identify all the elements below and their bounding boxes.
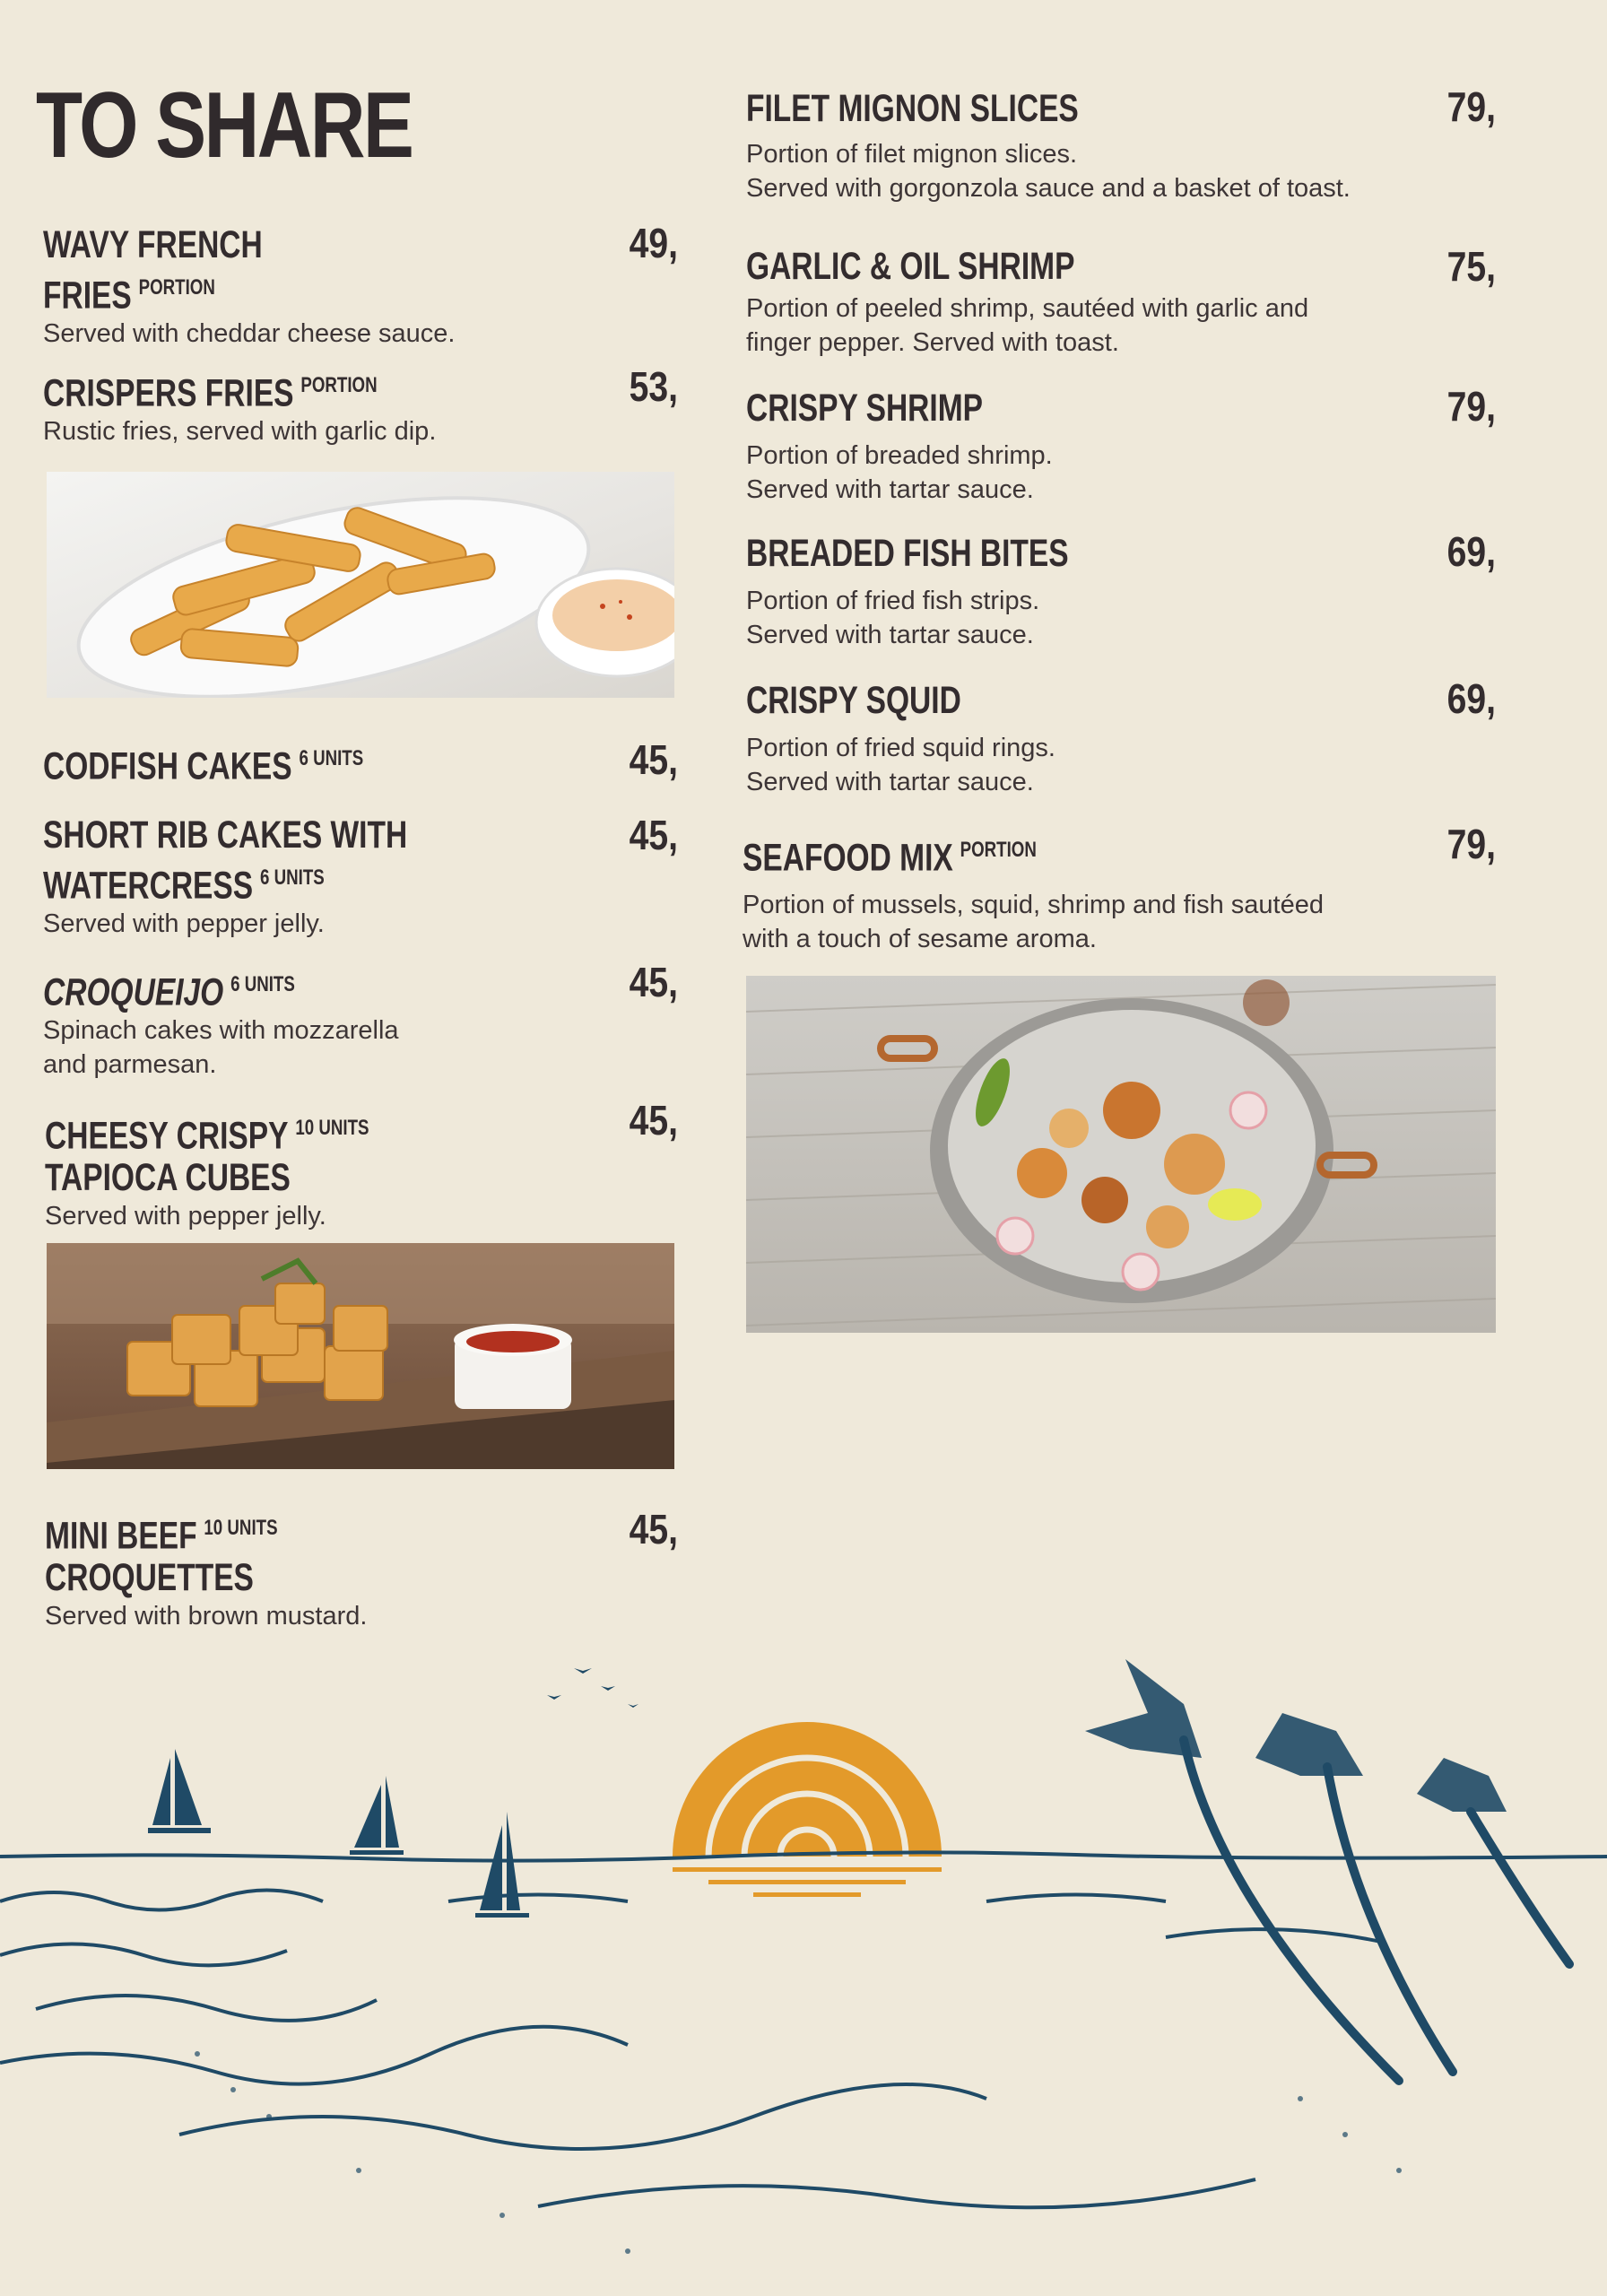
menu-item-croqueijo xyxy=(43,963,399,1082)
item-unit: 6 UNITS xyxy=(230,972,295,996)
sailboat-icon xyxy=(148,1749,529,1918)
item-description: Rustic fries, served with garlic dip. xyxy=(43,417,437,447)
menu-item-filet-mignon-slices xyxy=(746,88,1351,205)
item-name: CRISPERS FRIES $^{PORTION}$ xyxy=(43,371,378,415)
item-description: Portion of fried squid rings. Served with tartar sauce. xyxy=(746,734,1055,796)
item-name: CRISPY SQUID xyxy=(746,679,961,722)
item-price: 49, xyxy=(629,220,678,266)
seafood-mix-photo xyxy=(746,976,1496,1333)
item-unit: 6 UNITS xyxy=(259,865,325,890)
item-name: FILET MIGNON SLICES xyxy=(746,87,1079,130)
item-price: 79, xyxy=(1446,821,1496,867)
item-unit: 10 UNITS xyxy=(295,1116,369,1140)
item-description: Served with pepper jelly. xyxy=(43,909,325,939)
beach-illustration xyxy=(0,1632,1607,2296)
item-price: 45, xyxy=(629,1506,678,1552)
palm-trees-icon xyxy=(1085,1659,1507,1812)
item-description: Served with brown mustard. xyxy=(45,1602,368,1631)
item-price: 69, xyxy=(1446,675,1496,722)
menu-item-breaded-fish-bites xyxy=(746,533,1160,652)
item-name: GARLIC & OIL SHRIMP xyxy=(746,245,1075,288)
item-price: 45, xyxy=(629,959,678,1005)
item-price: 45, xyxy=(629,1097,678,1144)
menu-item-cheesy-crispy-tapioca xyxy=(45,1107,460,1233)
menu-item-short-rib-cakes xyxy=(43,814,510,941)
item-description: Portion of breaded shrimp. Served with tartar sauce. xyxy=(746,441,1053,504)
item-description: Portion of peeled shrimp, sautéed with garlic and finger pepper. Served with toast. xyxy=(746,294,1309,357)
item-name: MINI BEEF $^{10 UNITS}$ CROQUETTES xyxy=(45,1514,278,1600)
item-price: 45, xyxy=(629,736,678,783)
item-name: BREADED FISH BITES xyxy=(746,532,1069,575)
birds-icon xyxy=(547,1668,638,1708)
item-unit: 10 UNITS xyxy=(204,1516,278,1540)
menu-item-mini-beef-croquettes xyxy=(45,1507,367,1633)
menu-item-seafood-mix xyxy=(743,829,1324,956)
item-description: Served with pepper jelly. xyxy=(45,1202,326,1231)
item-description: Spinach cakes with mozzarella and parmesan. xyxy=(43,1016,399,1080)
item-price: 75, xyxy=(1446,243,1496,290)
page-title: TO SHARE xyxy=(36,74,413,178)
menu-item-codfish-cakes xyxy=(43,737,454,787)
menu-item-wavy-french-fries xyxy=(43,224,455,351)
item-name: CROQUEIJO $^{6 UNITS}$ xyxy=(43,970,295,1014)
fries-photo xyxy=(47,472,674,698)
item-name: SEAFOOD MIX $^{PORTION}$ xyxy=(743,836,1037,880)
item-unit: PORTION xyxy=(300,373,378,397)
item-description: Portion of mussels, squid, shrimp and fish sautéed with a touch of sesame aroma. xyxy=(743,891,1324,954)
item-name: CRISPY SHRIMP xyxy=(746,387,984,430)
item-name: SHORT RIB CAKES WITH WATERCRESS $^{6 UNITS}$ xyxy=(43,813,408,908)
item-unit: 6 UNITS xyxy=(299,746,364,770)
item-description: Portion of filet mignon slices. Served with gorgonzola sauce and a basket of toast. xyxy=(746,140,1351,203)
item-name: WAVY FRENCH FRIES $^{PORTION}$ xyxy=(43,223,263,317)
tapioca-cubes-photo xyxy=(47,1243,674,1469)
item-unit: PORTION xyxy=(960,838,1037,862)
menu-item-crispy-shrimp xyxy=(746,387,1053,507)
sun-icon xyxy=(673,1722,942,1897)
item-price: 53, xyxy=(629,363,678,410)
item-name: CHEESY CRISPY $^{10 UNITS}$ TAPIOCA CUBES xyxy=(45,1114,369,1200)
item-description: Portion of fried fish strips. Served with tartar sauce. xyxy=(746,587,1040,649)
menu-item-crispy-squid xyxy=(746,680,1055,799)
item-unit: PORTION xyxy=(138,275,215,300)
item-price: 79, xyxy=(1446,83,1496,130)
item-price: 69, xyxy=(1446,528,1496,575)
item-price: 45, xyxy=(629,812,678,858)
item-description: Served with cheddar cheese sauce. xyxy=(43,319,456,349)
menu-item-crispers-fries xyxy=(43,364,472,448)
item-price: 79, xyxy=(1446,383,1496,430)
menu-item-garlic-oil-shrimp xyxy=(746,246,1308,360)
item-name: CODFISH CAKES $^{6 UNITS}$ xyxy=(43,744,364,788)
